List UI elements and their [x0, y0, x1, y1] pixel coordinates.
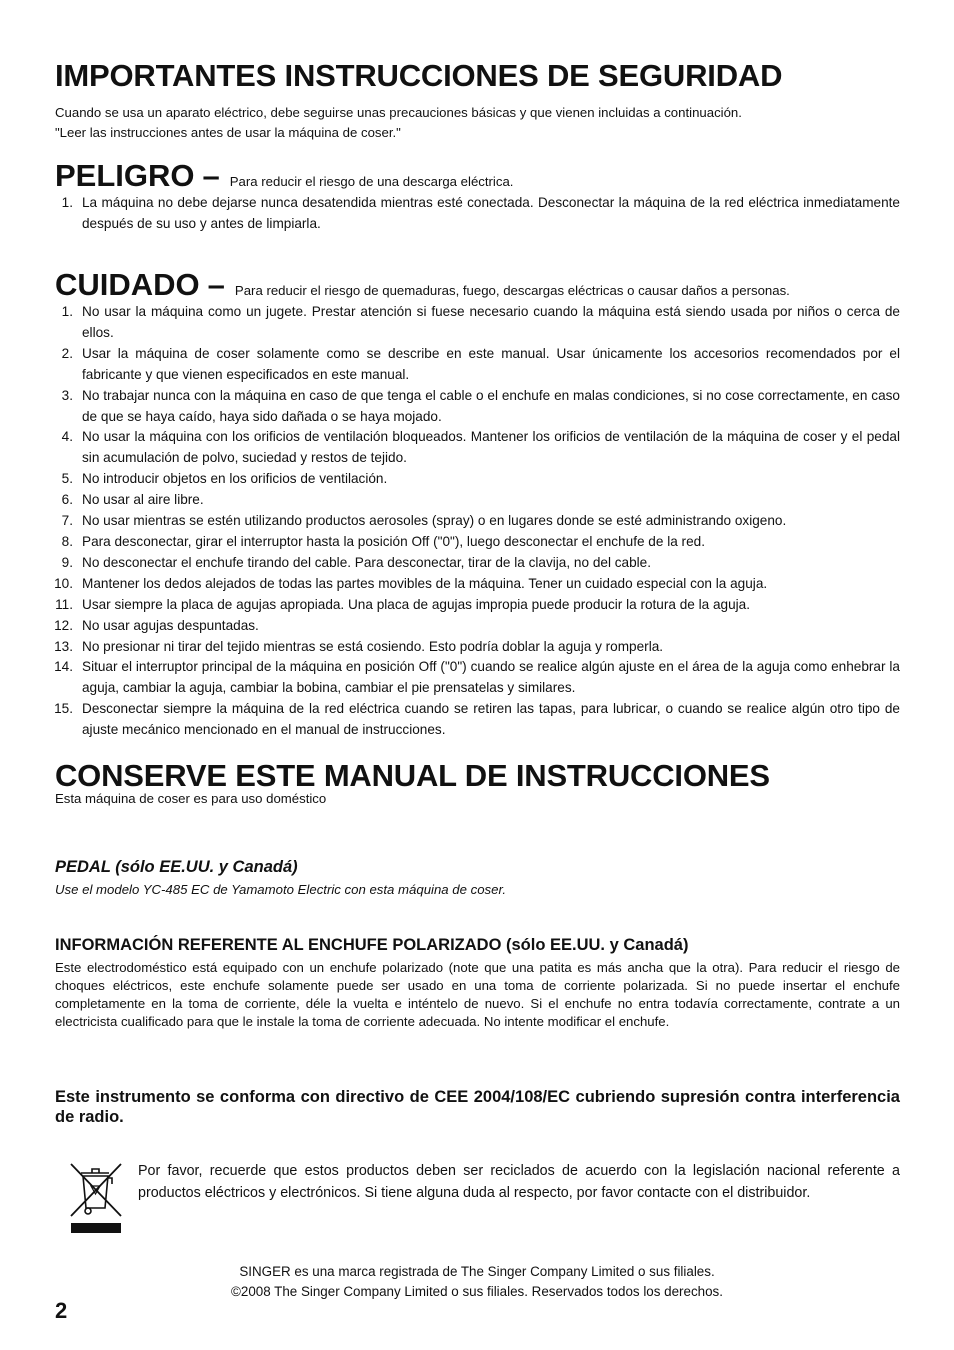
- footer-copyright: ©2008 The Singer Company Limited o sus filiales. Reservados todos los derechos.: [231, 1284, 723, 1299]
- list-item: [55, 427, 900, 469]
- list-item-number: 8.: [61, 533, 73, 549]
- page-number: 2: [55, 1298, 68, 1323]
- cuidado-subtitle: Para reducir el riesgo de quemaduras, fuego, descargas eléctricas o causar daños a personas.: [234, 283, 790, 298]
- list-item: [55, 616, 900, 637]
- peligro-heading: [55, 160, 900, 191]
- list-item-text: Desconectar siempre la máquina de la red eléctrica cuando se retiren las tapas, para lubricar, o cuando se realice algún otro tipo de ajuste mecánico mencionado en el manual de instrucciones.: [82, 701, 900, 738]
- list-item: [55, 511, 900, 532]
- list-item-number: 3.: [61, 387, 73, 403]
- list-item-number: 14.: [54, 659, 73, 675]
- cuidado-word: CUIDADO: [55, 267, 200, 302]
- list-item: [55, 302, 900, 344]
- cee-text: Este instrumento se conforma con directivo de CEE 2004/108/EC cubriendo supresión contra interferencia de radio.: [55, 1088, 900, 1126]
- recycle-section: [55, 1160, 900, 1235]
- list-item-text: Para desconectar, girar el interruptor hasta la posición Off ("0"), luego desconectar el enchufe de la red.: [82, 533, 705, 549]
- list-item: [55, 193, 900, 235]
- intro-text: [55, 103, 900, 143]
- list-item-number: 6.: [61, 492, 73, 508]
- list-item: [55, 344, 900, 386]
- list-item-text: Situar el interruptor principal de la máquina en posición Off ("0") cuando se realice algún ajuste en el área de la aguja como enhebrar la aguja, cambiar la aguja, cambiar la bobina, cambiar el pie prensatelas y similares.: [82, 659, 900, 696]
- list-item-number: 5.: [61, 471, 73, 487]
- list-item-number: 1.: [61, 195, 73, 210]
- conserve-subtitle: Esta máquina de coser es para uso doméstico: [55, 791, 327, 806]
- list-item-number: 9.: [61, 554, 73, 570]
- list-item: [55, 595, 900, 616]
- peligro-subtitle: Para reducir el riesgo de una descarga eléctrica.: [229, 174, 514, 189]
- list-item-number: 7.: [61, 513, 73, 529]
- polarizado-title: INFORMACIÓN REFERENTE AL ENCHUFE POLARIZADO (sólo EE.UU. y Canadá): [55, 936, 689, 954]
- list-item-text: No usar la máquina con los orificios de ventilación bloqueados. Mantener los orificios de ventilación de la máquina de coser y el pedal sin acumulación de polvo, suciedad y restos de tejido.: [82, 429, 900, 466]
- list-item-number: 15.: [54, 701, 73, 717]
- list-item-text: Usar la máquina de coser solamente como se describe en este manual. Usar únicamente los accesorios recomendados por el fabricante y que vienen especificados en este manual.: [82, 345, 900, 382]
- polarizado-text: Este electrodoméstico está equipado con un enchufe polarizado (note que una patita es más ancha que la otra). Para reducir el riesgo de choques eléctricos, este enchufe solamente puede ser usado en una toma de corriente polarizada. Si no puede insertar el enchufe completamente en la toma de corriente, déle la vuelta e inténtelo de nuevo. Si el enchufe no entra todavía correctamente, contrate a un electricista cualificado para que le instale la toma de corriente adecuada. No intente modificar el enchufe.: [55, 960, 900, 1029]
- crossed-out-wheelie-bin-icon: [65, 1160, 127, 1235]
- list-item-text: La máquina no debe dejarse nunca desatendida mientras esté conectada. Desconectar la máquina de la red eléctrica inmediatamente después de su uso y antes de limpiarla.: [82, 195, 900, 231]
- cuidado-list: [55, 302, 900, 741]
- conserve-title: CONSERVE ESTE MANUAL DE INSTRUCCIONES: [55, 758, 770, 793]
- list-item-text: Usar siempre la placa de agujas apropiada. Una placa de agujas impropia puede producir la rotura de la aguja.: [82, 596, 751, 612]
- list-item-text: No trabajar nunca con la máquina en caso de que tenga el cable o el enchufe en malas condiciones, si no cose correctamente, en caso de que se haya caído, haya sido dañada o se haya mojado.: [82, 387, 900, 424]
- list-item-text: Mantener los dedos alejados de todas las partes movibles de la máquina. Tener un cuidado especial con la aguja.: [82, 575, 768, 591]
- list-item-number: 1.: [61, 304, 73, 319]
- list-item: [55, 532, 900, 553]
- footer-trademark: SINGER es una marca registrada de The Singer Company Limited o sus filiales.: [239, 1264, 715, 1279]
- list-item: [55, 469, 900, 490]
- recycle-text: Por favor, recuerde que estos productos deben ser reciclados de acuerdo con la legislación nacional referente a productos eléctricos y electrónicos. Si tiene alguna duda al respecto, por favor contacte con el distribuidor.: [138, 1163, 900, 1202]
- list-item-number: 11.: [55, 596, 73, 612]
- pedal-title: PEDAL (sólo EE.UU. y Canadá): [55, 858, 298, 876]
- intro-line-2: "Leer las instrucciones antes de usar la máquina de coser.": [55, 125, 401, 140]
- footer: [0, 1262, 954, 1302]
- list-item: [55, 657, 900, 699]
- list-item-text: No usar agujas despuntadas.: [82, 617, 259, 633]
- list-item-text: No introducir objetos en los orificios de ventilación.: [82, 471, 388, 487]
- cuidado-dash: –: [207, 267, 225, 302]
- peligro-list: [55, 193, 900, 235]
- list-item: [55, 386, 900, 428]
- peligro-dash: –: [202, 158, 220, 193]
- peligro-word: PELIGRO: [55, 158, 195, 193]
- list-item: [55, 553, 900, 574]
- list-item: [55, 637, 900, 658]
- intro-line-1: Cuando se usa un aparato eléctrico, debe seguirse unas precauciones básicas y que vienen incluidas a continuación.: [55, 105, 742, 120]
- list-item-text: No desconectar el enchufe tirando del cable. Para desconectar, tirar de la clavija, no del cable.: [82, 554, 652, 570]
- list-item: [55, 574, 900, 595]
- list-item: [55, 490, 900, 511]
- list-item-number: 4.: [61, 429, 73, 445]
- cuidado-heading: [55, 269, 900, 300]
- list-item-text: No usar la máquina como un jugete. Prestar atención si fuese necesario cuando la máquina está siendo usada por niños o cerca de ellos.: [82, 304, 900, 340]
- page-title: IMPORTANTES INSTRUCCIONES DE SEGURIDAD: [55, 58, 783, 93]
- list-item-text: No usar mientras se estén utilizando productos aerosoles (spray) o en lugares donde se esté administrando oxigeno.: [82, 513, 787, 529]
- pedal-text: Use el modelo YC-485 EC de Yamamoto Electric con esta máquina de coser.: [55, 882, 507, 897]
- list-item-text: No presionar ni tirar del tejido mientras se está cosiendo. Esto podría doblar la aguja y romperla.: [82, 638, 664, 654]
- list-item-number: 12.: [54, 617, 73, 633]
- list-item-number: 13.: [54, 638, 73, 654]
- list-item-number: 10.: [54, 575, 73, 591]
- list-item-text: No usar al aire libre.: [82, 492, 204, 508]
- list-item-number: 2.: [61, 345, 73, 361]
- list-item: [55, 699, 900, 741]
